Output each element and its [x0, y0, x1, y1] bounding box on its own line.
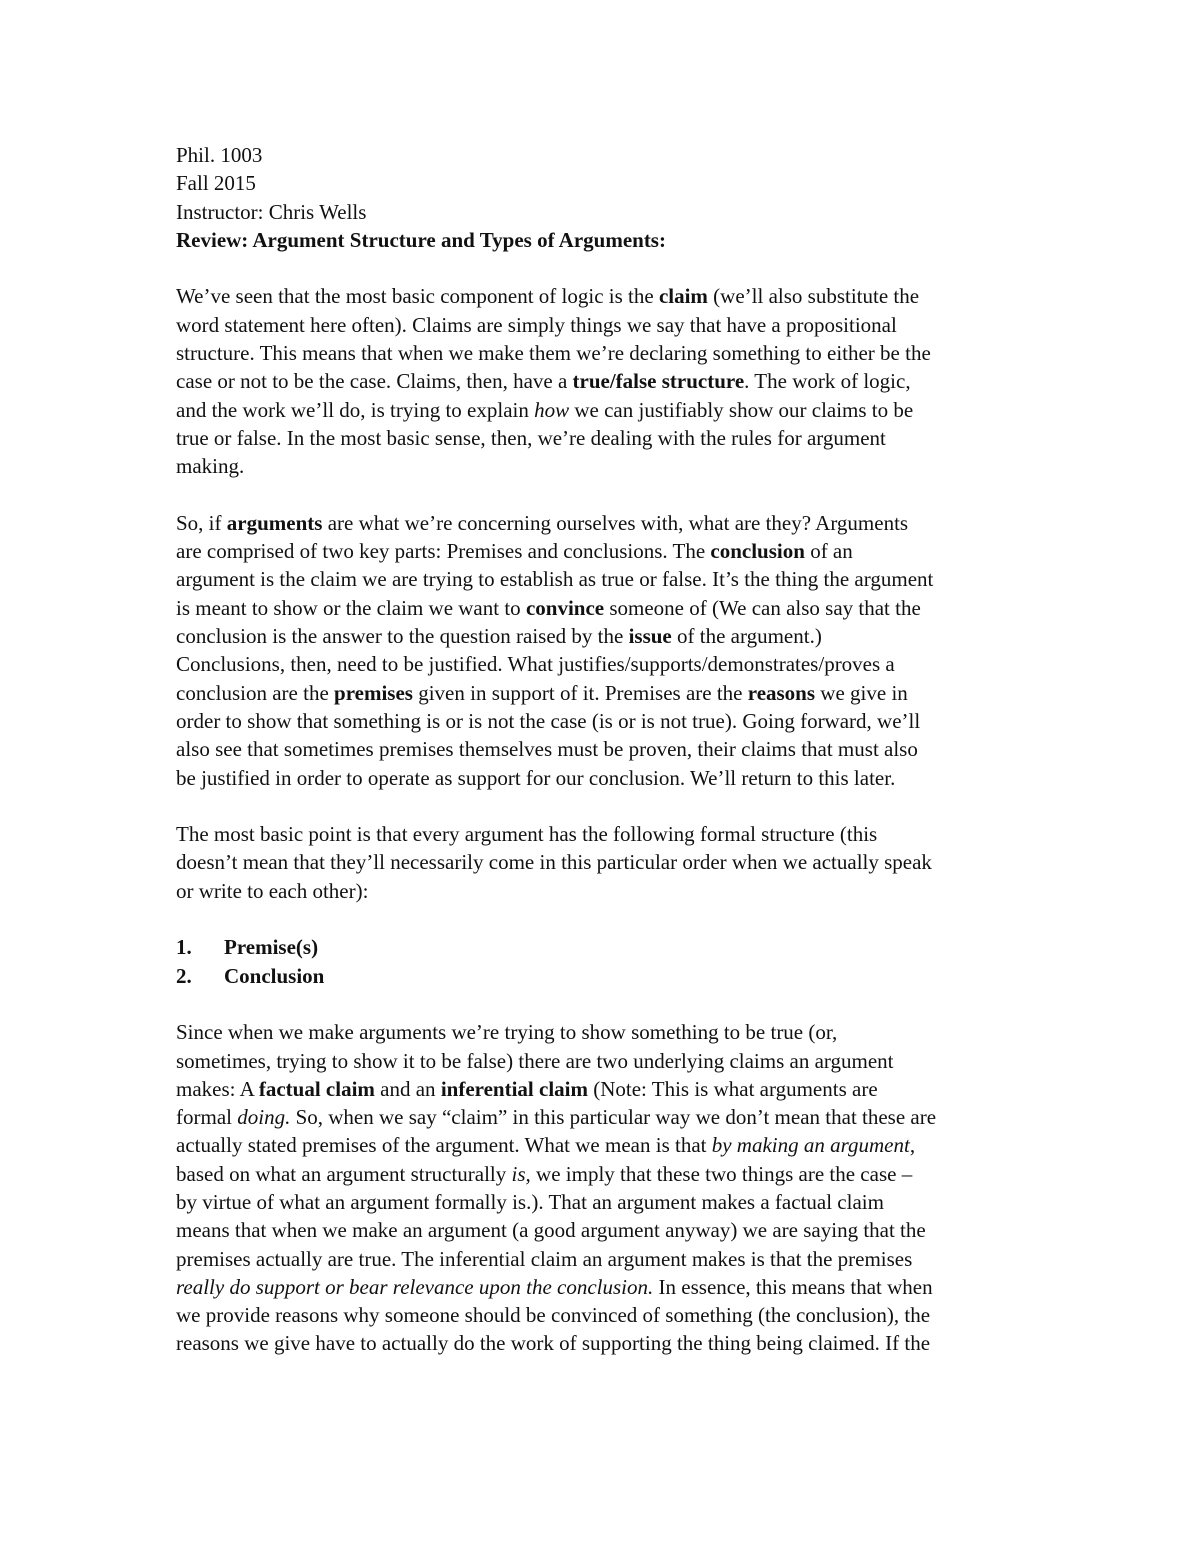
text-line: based on what an argument structurally is, we imply that these two things are the case –	[176, 1161, 913, 1186]
instructor: Instructor: Chris Wells	[176, 199, 367, 224]
text-line: structure. This means that when we make them we’re declaring something to either be the	[176, 341, 931, 366]
text-line: Since when we make arguments we’re trying to show something to be true (or,	[176, 1020, 838, 1045]
text-line: is meant to show or the claim we want to convince someone of (We can also say that the	[176, 595, 921, 620]
text-line: The most basic point is that every argument has the following formal structure (this	[176, 822, 878, 847]
list-number: 2.	[176, 963, 192, 988]
text-line: true or false. In the most basic sense, then, we’re dealing with the rules for argument	[176, 425, 886, 450]
text-line: order to show that something is or is not the case (is or is not true). Going forward, we’ll	[176, 708, 921, 733]
document-page	[176, 141, 1056, 1358]
text-line: case or not to be the case. Claims, then, have a true/false structure. The work of logic,	[176, 369, 911, 394]
document-title: Review: Argument Structure and Types of Arguments:	[176, 227, 666, 252]
text-line: are comprised of two key parts: Premises and conclusions. The conclusion of an	[176, 539, 853, 564]
text-line: reasons we give have to actually do the work of supporting the thing being claimed. If the	[176, 1331, 931, 1356]
list-item	[176, 962, 1056, 990]
text-line: conclusion are the premises given in support of it. Premises are the reasons we give in	[176, 680, 908, 705]
text-line: also see that sometimes premises themselves must be proven, their claims that must also	[176, 737, 918, 762]
text-line: making.	[176, 454, 245, 479]
text-line: be justified in order to operate as support for our conclusion. We’ll return to this later.	[176, 765, 896, 790]
text-line: We’ve seen that the most basic component of logic is the claim (we’ll also substitute the	[176, 284, 920, 309]
document-header	[176, 141, 1056, 254]
course-code: Phil. 1003	[176, 143, 263, 167]
text-line: sometimes, trying to show it to be false) there are two underlying claims an argument	[176, 1048, 894, 1073]
text-line: actually stated premises of the argument. What we mean is that by making an argument,	[176, 1133, 916, 1158]
list-number: 1.	[176, 935, 192, 960]
text-line: formal doing. So, when we say “claim” in this particular way we don’t mean that these are	[176, 1105, 937, 1130]
text-line: doesn’t mean that they’ll necessarily come in this particular order when we actually speak	[176, 850, 932, 875]
list-item	[176, 933, 1056, 961]
text-line: word statement here often). Claims are simply things we say that have a propositional	[176, 312, 897, 337]
text-line: conclusion is the answer to the question raised by the issue of the argument.)	[176, 624, 822, 649]
structure-list	[176, 933, 1056, 990]
text-line: or write to each other):	[176, 878, 369, 903]
term: Fall 2015	[176, 171, 256, 196]
list-text: Conclusion	[224, 963, 325, 988]
text-line: means that when we make an argument (a good argument anyway) we are saying that the	[176, 1218, 926, 1243]
text-line: argument is the claim we are trying to establish as true or false. It’s the thing the argument	[176, 567, 934, 592]
list-text: Premise(s)	[224, 935, 319, 960]
text-line: really do support or bear relevance upon the conclusion. In essence, this means that when	[176, 1274, 933, 1299]
text-line: by virtue of what an argument formally is.). That an argument makes a factual claim	[176, 1189, 884, 1214]
text-line: and the work we’ll do, is trying to explain how we can justifiably show our claims to be	[176, 397, 914, 422]
text-line: we provide reasons why someone should be convinced of something (the conclusion), the	[176, 1303, 931, 1328]
text-line: premises actually are true. The inferential claim an argument makes is that the premises	[176, 1246, 913, 1271]
text-line: Conclusions, then, need to be justified. What justifies/supports/demonstrates/proves a	[176, 652, 895, 677]
paragraph-structure	[176, 820, 1056, 905]
text-line: So, if arguments are what we’re concerning ourselves with, what are they? Arguments	[176, 510, 909, 535]
paragraph-claims	[176, 282, 1056, 480]
paragraph-claims-types	[176, 1018, 1056, 1358]
text-line: makes: A factual claim and an inferential claim (Note: This is what arguments are	[176, 1076, 878, 1101]
paragraph-arguments	[176, 509, 1056, 792]
